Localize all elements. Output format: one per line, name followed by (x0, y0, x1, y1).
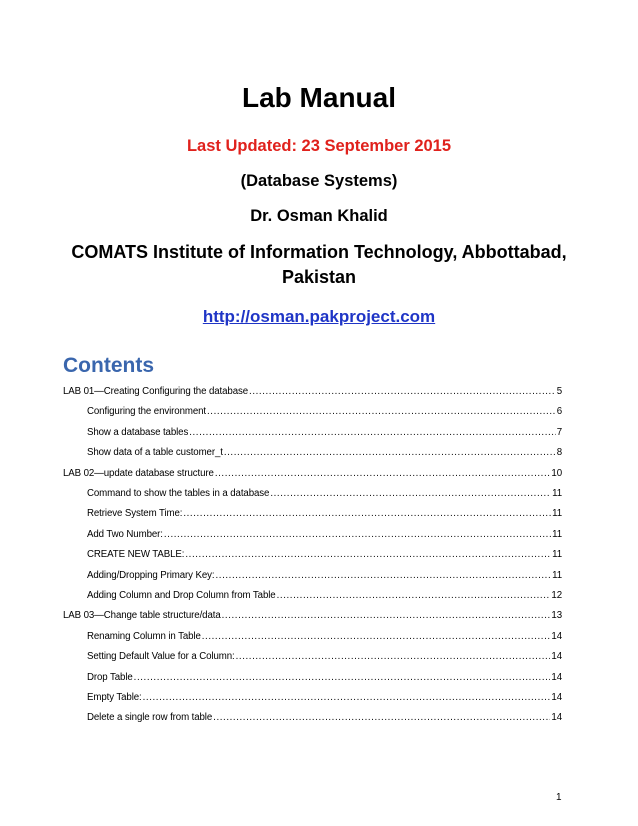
toc-entry[interactable] (87, 545, 562, 565)
toc-entry-page[interactable]: 7 (556, 426, 562, 438)
toc-entry-label[interactable]: Command to show the tables in a database (87, 488, 270, 499)
toc-entry[interactable] (63, 464, 562, 484)
toc-entry-page[interactable]: 11 (552, 528, 562, 540)
toc-entry[interactable] (87, 484, 562, 504)
toc-entry-page[interactable]: 14 (551, 671, 562, 683)
toc-entry[interactable] (87, 402, 562, 422)
toc-entry-page[interactable]: 14 (551, 651, 562, 663)
toc-entry-page[interactable]: 14 (551, 712, 562, 724)
contents-heading: Contents (63, 354, 154, 377)
toc-dot-leader (143, 688, 551, 708)
toc-entry[interactable] (87, 627, 562, 647)
toc-entry[interactable] (87, 566, 562, 586)
author-name: Dr. Osman Khalid (250, 207, 388, 225)
toc-entry-page[interactable]: 12 (551, 590, 562, 601)
toc-entry[interactable] (87, 647, 562, 667)
toc-entry-label[interactable]: Setting Default Value for a Column: (87, 651, 235, 663)
toc-entry-label[interactable]: Delete a single row from table (87, 712, 213, 724)
toc-entry-page[interactable]: 6 (556, 406, 562, 418)
toc-entry-label[interactable]: Show data of a table customer_t (87, 447, 223, 459)
toc-entry-label[interactable]: LAB 01—Creating Configuring the database (63, 386, 249, 397)
toc-dot-leader (249, 382, 556, 402)
toc-entry[interactable] (87, 708, 562, 728)
toc-entry-label[interactable]: Add Two Number: (87, 528, 163, 540)
toc-entry[interactable] (87, 688, 562, 708)
page-number: 1 (556, 792, 562, 803)
toc-entry[interactable] (87, 525, 562, 545)
document-title: Lab Manual (241, 82, 396, 113)
toc-entry-page[interactable]: 10 (551, 467, 562, 479)
toc-entry[interactable] (87, 668, 562, 688)
website-link[interactable] (0, 307, 638, 327)
toc-dot-leader (183, 504, 551, 524)
toc-entry-page[interactable]: 13 (551, 610, 562, 622)
toc-dot-leader (216, 566, 552, 586)
toc-entry-page[interactable]: 5 (556, 386, 562, 397)
toc-entry-label[interactable]: Renaming Column in Table (87, 630, 201, 642)
toc-entry-page[interactable]: 11 (552, 549, 562, 561)
toc-dot-leader (270, 484, 551, 504)
toc-dot-leader (207, 402, 556, 422)
toc-entry[interactable] (63, 606, 562, 626)
toc-dot-leader (236, 647, 551, 667)
toc-dot-leader (202, 627, 551, 647)
toc-entry-page[interactable]: 14 (551, 630, 562, 642)
toc-entry-label[interactable]: Adding Column and Drop Column from Table (87, 590, 276, 601)
toc-dot-leader (189, 423, 555, 443)
toc-entry-label[interactable]: CREATE NEW TABLE: (87, 549, 185, 561)
toc-entry[interactable] (87, 443, 562, 463)
toc-entry-label[interactable]: LAB 03—Change table structure/data (63, 610, 221, 622)
toc-dot-leader (215, 464, 551, 484)
subject-text: (Database Systems) (240, 172, 398, 190)
toc-entry[interactable] (87, 423, 562, 443)
website-link-text[interactable]: http://osman.pakproject.com (202, 307, 436, 326)
toc-entry-label[interactable]: LAB 02—update database structure (63, 467, 214, 479)
toc-dot-leader (222, 606, 551, 626)
toc-entry-page[interactable]: 11 (552, 508, 562, 520)
toc-entry-label[interactable]: Empty Table: (87, 692, 142, 703)
toc-dot-leader (134, 668, 551, 688)
toc-entry-label[interactable]: Adding/Dropping Primary Key: (87, 569, 215, 581)
last-updated-text: Last Updated: 23 September 2015 (186, 137, 452, 155)
toc-entry-label[interactable]: Configuring the environment (87, 406, 207, 418)
toc-entry-page[interactable]: 8 (556, 447, 562, 459)
toc-entry-label[interactable]: Retrieve System Time: (87, 508, 183, 520)
toc-entry[interactable] (87, 586, 562, 606)
toc-entry-page[interactable]: 11 (552, 569, 562, 581)
toc-entry-label[interactable]: Drop Table (87, 671, 133, 683)
toc-dot-leader (185, 545, 551, 565)
toc-dot-leader (213, 708, 550, 728)
toc-dot-leader (277, 586, 551, 606)
toc-entry-label[interactable]: Show a database tables (87, 426, 189, 438)
toc-entry[interactable] (87, 504, 562, 524)
toc-dot-leader (164, 525, 551, 545)
toc-entry[interactable] (63, 382, 562, 402)
toc-dot-leader (224, 443, 556, 463)
toc-entry-page[interactable]: 11 (552, 488, 562, 499)
institution-name: COMATS Institute of Information Technology, Abbottabad, Pakistan (71, 242, 567, 287)
toc-entry-page[interactable]: 14 (551, 692, 562, 703)
